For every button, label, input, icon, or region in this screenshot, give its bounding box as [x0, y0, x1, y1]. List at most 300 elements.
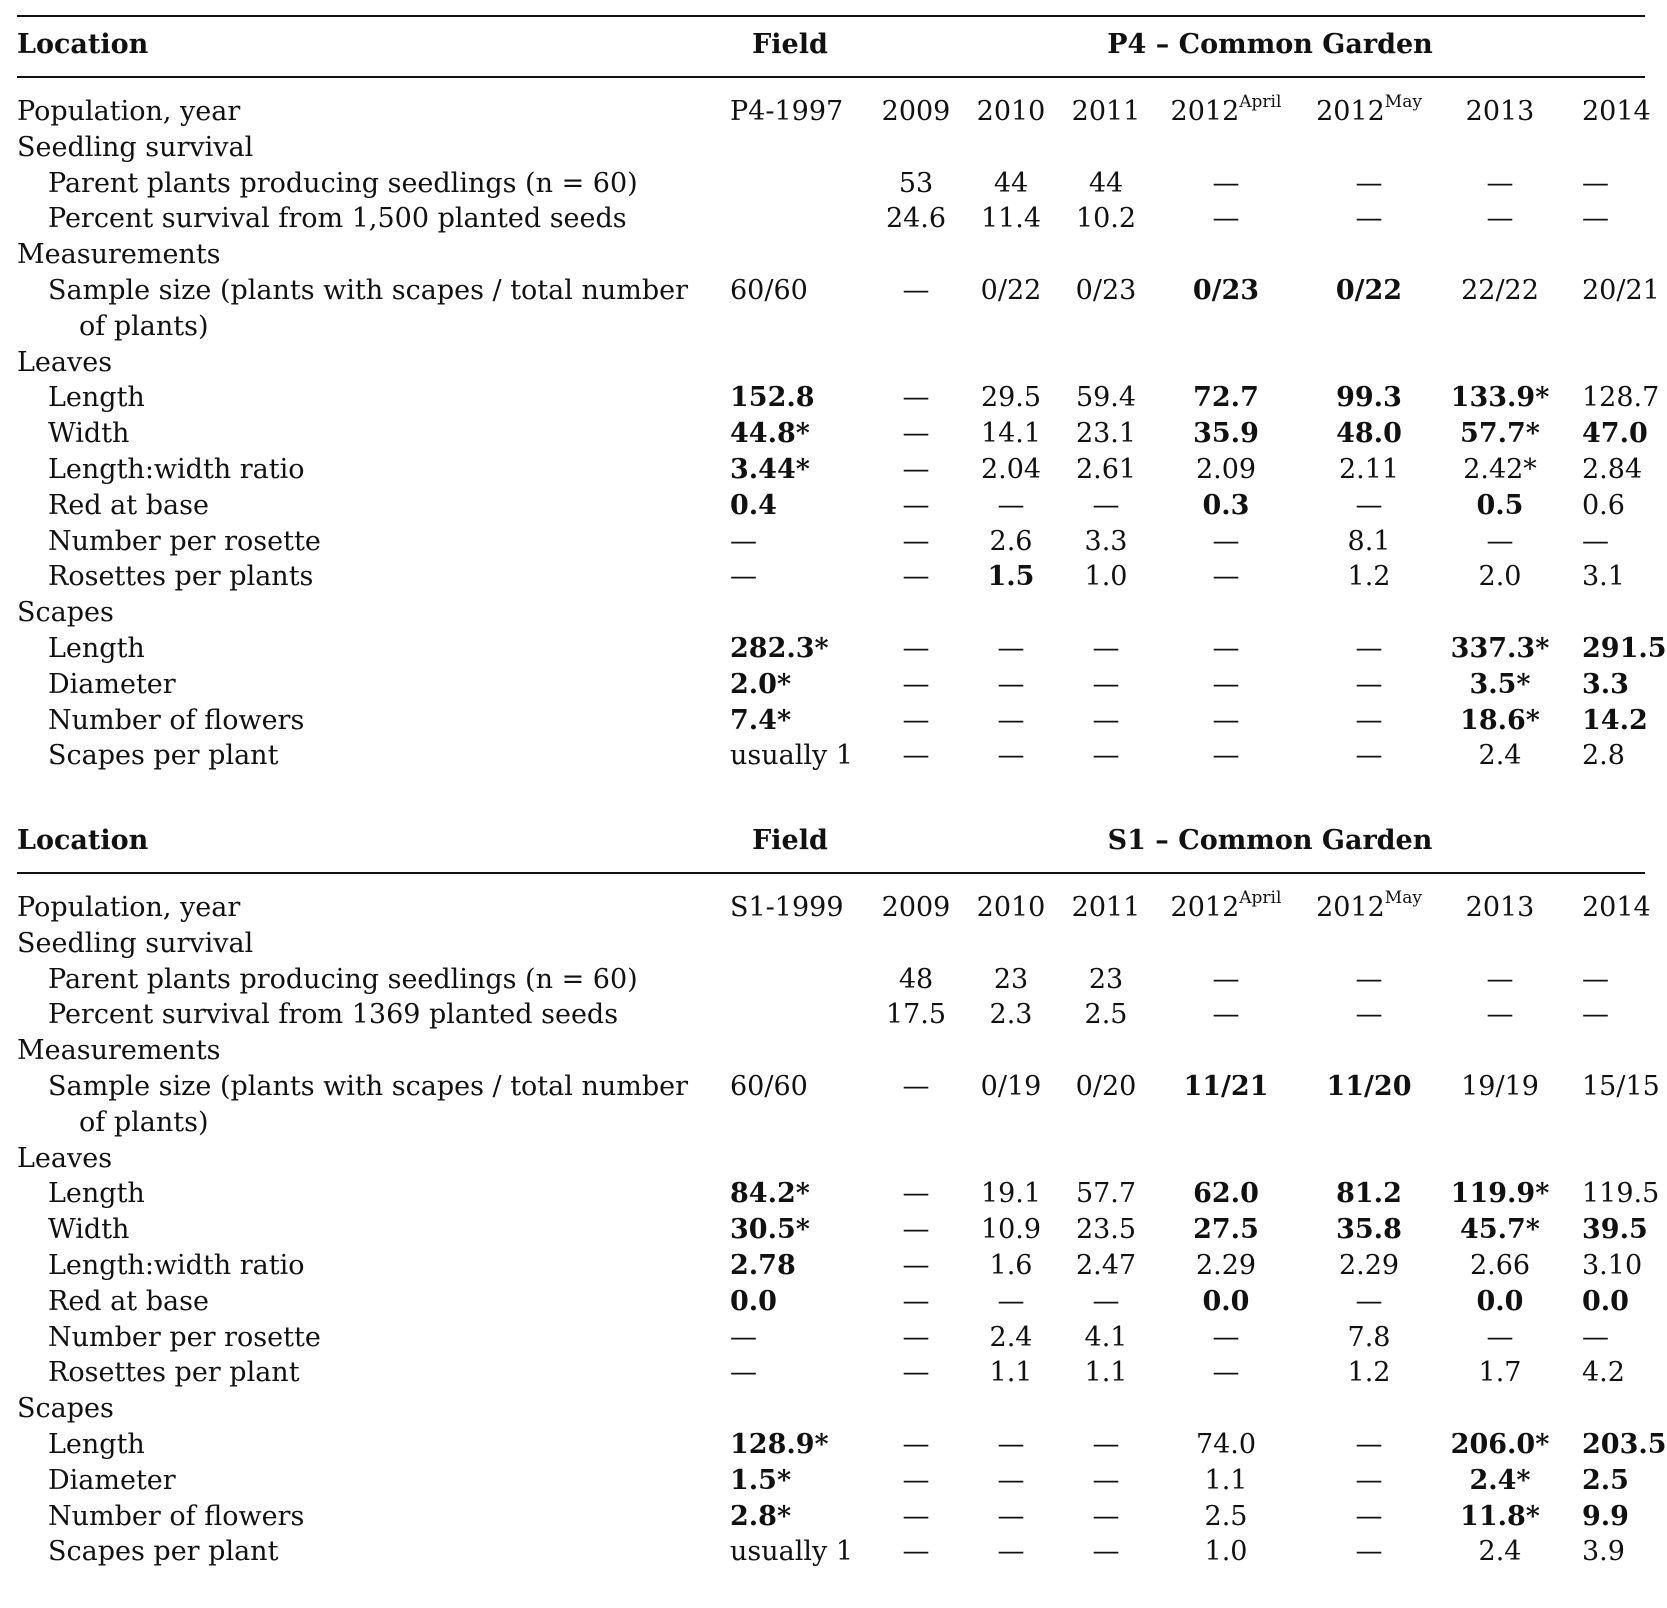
row-label: Seedling survival [17, 927, 254, 959]
cell-2014: 0.0 [1582, 1285, 1629, 1317]
table-row [0, 1104, 1645, 1142]
cell-2012-april [1160, 93, 1292, 131]
cell-2010: — [997, 1536, 1025, 1568]
cell-text: 2013 [1465, 96, 1535, 127]
cell-2014: 2.8 [1582, 740, 1625, 772]
cell-2012-may: — [1355, 1500, 1383, 1532]
cell-text: 2011 [1071, 96, 1141, 127]
row-label: of plants) [79, 1106, 209, 1138]
cell-2012-april: — [1212, 999, 1240, 1031]
row-label: Sample size (plants with scapes / total number [48, 275, 689, 306]
cell-2012-april: 0.0 [1202, 1285, 1250, 1317]
cell-2012-may [1304, 889, 1434, 927]
cell-2011: — [1092, 1464, 1120, 1496]
cell-2011: 10.2 [1075, 203, 1137, 235]
table-row [0, 451, 1645, 489]
cell-2011: — [1092, 668, 1120, 700]
table-row [0, 1247, 1645, 1285]
row-label: Number of flowers [48, 1500, 305, 1532]
cell-2014: — [1582, 525, 1609, 557]
cell-2009: — [902, 418, 930, 450]
cell-2009: — [902, 1429, 930, 1460]
row-label: Population, year [17, 892, 241, 923]
cell-2013 [1440, 889, 1560, 927]
cell-2011: 59.4 [1075, 382, 1137, 414]
cell-2010: 14.1 [980, 418, 1042, 450]
cell-2012-may: — [1355, 1536, 1383, 1568]
row-label: Red at base [48, 1285, 209, 1317]
cell-2013: 57.7* [1460, 418, 1540, 450]
row-label: Length [48, 382, 145, 414]
row-label: Diameter [48, 1464, 176, 1496]
cell-2012-april: 0/23 [1192, 275, 1260, 306]
cell-2010: — [997, 1464, 1025, 1496]
cell-2011: 1.1 [1084, 1357, 1128, 1389]
cell-2012-may: 2.29 [1338, 1250, 1400, 1281]
table-row [0, 594, 1645, 632]
cell-text: 2010 [976, 892, 1046, 923]
cell-2013: 45.7* [1460, 1214, 1540, 1246]
cell-2012-may: 99.3 [1336, 382, 1402, 414]
cell-field: 7.4* [730, 704, 792, 736]
cell-field: usually 1 [730, 740, 854, 772]
cell-2012-may: — [1355, 633, 1383, 664]
cell-2012-april: — [1212, 1357, 1240, 1389]
cell-2012-april: 2.29 [1195, 1250, 1257, 1281]
cell-2009: — [902, 1285, 930, 1317]
cell-2012-may: 11/20 [1326, 1071, 1412, 1102]
row-label: Population, year [17, 96, 241, 127]
row-label: Width [48, 1214, 130, 1246]
header-location: Location [17, 29, 149, 60]
cell-2010: 11.4 [980, 203, 1042, 235]
cell-2011: 2.61 [1075, 454, 1137, 485]
cell-2009: 24.6 [885, 203, 947, 235]
row-label: Leaves [17, 1142, 113, 1174]
cell-2012-may: 1.2 [1347, 1357, 1391, 1389]
row-label: Number per rosette [48, 525, 321, 557]
cell-2012-may: — [1355, 740, 1383, 772]
cell-2011: 23.1 [1075, 418, 1137, 450]
cell-2010: 44 [993, 167, 1029, 199]
cell-field: 128.9* [730, 1429, 829, 1460]
table-row [0, 379, 1660, 417]
cell-field: usually 1 [730, 1536, 854, 1568]
cell-2011: — [1092, 1536, 1120, 1568]
cell-2013 [1440, 93, 1560, 131]
cell-2010: — [997, 704, 1025, 736]
cell-2009: — [902, 454, 930, 485]
cell-text: 2009 [881, 96, 951, 127]
cell-2014: 291.5 [1582, 633, 1667, 664]
row-label: Length:width ratio [48, 454, 305, 485]
table-row [0, 1462, 1645, 1500]
cell-field: 1.5* [730, 1464, 792, 1496]
cell-2013: — [1486, 999, 1514, 1031]
cell-2013: 2.66 [1469, 1250, 1531, 1281]
table-row [0, 1175, 1660, 1213]
section-header [0, 822, 1645, 860]
cell-2010: 19.1 [980, 1178, 1042, 1210]
cell-2013: 2.0 [1478, 561, 1522, 593]
cell-2009: — [902, 740, 930, 772]
cell-2009: — [902, 1464, 930, 1496]
cell-text: 2012 [1316, 892, 1385, 923]
cell-2010: 23 [993, 963, 1029, 995]
cell-2012-may: 35.8 [1336, 1214, 1402, 1246]
cell-2009: — [902, 561, 930, 593]
cell-2014: 2.84 [1582, 454, 1643, 485]
cell-field: 0.4 [730, 489, 777, 521]
cell-2013: 18.6* [1460, 704, 1540, 736]
cell-2014: 3.10 [1582, 1250, 1643, 1281]
row-label: Width [48, 418, 130, 450]
cell-2012-may: — [1355, 668, 1383, 700]
row-label: Scapes [17, 1393, 114, 1425]
cell-2013: 2.4* [1469, 1464, 1531, 1496]
cell-field: 30.5* [730, 1214, 810, 1246]
row-label: Rosettes per plants [48, 561, 314, 593]
cell-field: 0.0 [730, 1285, 777, 1317]
cell-2010: — [997, 1285, 1025, 1317]
table-row [0, 415, 1648, 453]
cell-2012-may: 48.0 [1336, 418, 1402, 450]
header-location: Location [17, 825, 149, 856]
row-label: Parent plants producing seedlings (n = 60) [48, 963, 638, 995]
cell-2013: 2.4 [1478, 740, 1522, 772]
cell-2012-april: — [1212, 963, 1240, 995]
cell-2011: — [1092, 704, 1120, 736]
cell-field: 44.8* [730, 418, 810, 450]
cell-2009: — [902, 525, 930, 557]
cell-text: 2012 [1170, 892, 1240, 923]
cell-2010 [968, 93, 1054, 131]
table-row [0, 308, 1645, 346]
cell-2013: 1.7 [1478, 1357, 1522, 1389]
cell-2010: 0/22 [980, 275, 1042, 306]
row-label: Rosettes per plant [48, 1357, 300, 1389]
cell-2012-may: 0/22 [1335, 275, 1403, 306]
cell-text: S1-1999 [730, 892, 844, 923]
cell-2009: — [902, 668, 930, 700]
cell-2009: — [902, 382, 930, 414]
cell-2012-april: — [1212, 740, 1240, 772]
cell-2012-april: 1.1 [1204, 1464, 1248, 1496]
cell-2010: 2.4 [989, 1321, 1033, 1353]
table-row [0, 487, 1645, 525]
cell-2009: — [902, 1071, 930, 1102]
header-common-garden: P4 – Common Garden [1107, 29, 1433, 60]
cell-2012-april: 74.0 [1195, 1429, 1257, 1460]
cell-2009: 53 [898, 167, 934, 199]
cell-text: P4-1997 [730, 96, 844, 127]
row-label: Percent survival from 1369 planted seeds [48, 999, 619, 1031]
cell-2012-may: — [1355, 1429, 1383, 1460]
cell-2010: 10.9 [980, 1214, 1042, 1246]
cell-2011: — [1092, 633, 1120, 664]
header-rule [17, 76, 1645, 78]
cell-2013: 206.0* [1450, 1429, 1550, 1460]
table-row [0, 666, 1645, 704]
cell-2010: 2.3 [989, 999, 1033, 1031]
table-row [0, 1140, 1645, 1178]
cell-2011: 4.1 [1084, 1321, 1128, 1353]
cell-2011 [1063, 889, 1149, 927]
cell-2013: 119.9* [1450, 1178, 1550, 1210]
table-row [0, 702, 1648, 740]
table-row [0, 236, 1645, 274]
cell-2010: — [997, 740, 1025, 772]
cell-field: 84.2* [730, 1178, 810, 1210]
row-label: Measurements [17, 239, 221, 271]
cell-2009: — [902, 1357, 930, 1389]
cell-2013: — [1486, 963, 1514, 995]
row-label: Measurements [17, 1035, 221, 1067]
population-row [0, 888, 1651, 927]
cell-2012-april: 1.0 [1204, 1536, 1248, 1568]
row-label: Length [48, 633, 145, 664]
cell-field: 2.0* [730, 668, 792, 700]
cell-2012-may: — [1355, 1285, 1383, 1317]
table-row [0, 630, 1667, 668]
cell-2011: 23.5 [1075, 1214, 1137, 1246]
row-label: Length:width ratio [48, 1250, 305, 1281]
cell-2009: — [902, 1500, 930, 1532]
cell-2011: 0/20 [1075, 1071, 1137, 1102]
cell-2011: 2.5 [1084, 999, 1128, 1031]
cell-2009: — [902, 275, 930, 306]
cell-2010: 2.04 [980, 454, 1042, 485]
cell-text: 2010 [976, 96, 1046, 127]
cell-text: 2011 [1071, 892, 1141, 923]
cell-2014: — [1582, 999, 1609, 1031]
cell-2014: 2.5 [1582, 1464, 1629, 1496]
cell-2009: — [902, 1321, 930, 1353]
cell-2013: 0.5 [1476, 489, 1524, 521]
row-label: Diameter [48, 668, 176, 700]
cell-2009: — [902, 1250, 930, 1281]
cell-superscript: April [1239, 92, 1282, 112]
cell-2012-may: 81.2 [1336, 1178, 1402, 1210]
cell-2009: — [902, 1178, 930, 1210]
cell-2011: — [1092, 740, 1120, 772]
cell-2014: 128.7 [1582, 382, 1660, 414]
cell-2012-april: — [1212, 704, 1240, 736]
row-label: Scapes per plant [48, 1536, 279, 1568]
row-label: of plants) [79, 310, 209, 342]
table-row [0, 1426, 1667, 1464]
cell-2012-may: 7.8 [1347, 1321, 1391, 1353]
row-label: Leaves [17, 346, 113, 378]
cell-2012-april: 0.3 [1202, 489, 1250, 521]
cell-text: 2012 [1170, 96, 1240, 127]
cell-2012-may: — [1355, 963, 1383, 995]
cell-2012-april: 62.0 [1193, 1178, 1259, 1210]
table-row [0, 165, 1645, 203]
cell-2009: — [902, 633, 930, 664]
cell-text: 2013 [1465, 892, 1535, 923]
cell-field: 282.3* [730, 633, 829, 664]
cell-text: 2014 [1582, 892, 1651, 923]
row-label: Number per rosette [48, 1321, 321, 1353]
cell-2012-may: — [1355, 1464, 1383, 1496]
cell-2012-april: — [1212, 633, 1240, 664]
cell-2013: — [1486, 1321, 1514, 1353]
cell-2011: — [1092, 1285, 1120, 1317]
table-row [0, 558, 1645, 596]
cell-superscript: May [1384, 888, 1422, 908]
header-common-garden: S1 – Common Garden [1107, 825, 1433, 856]
cell-2012-may: — [1355, 167, 1383, 199]
cell-2010: 1.6 [989, 1250, 1033, 1281]
cell-2013: 3.5* [1469, 668, 1531, 700]
cell-2013: — [1486, 203, 1514, 235]
cell-2012-april: — [1212, 525, 1240, 557]
cell-field [730, 93, 860, 131]
cell-2012-april: — [1212, 561, 1240, 593]
cell-2014: 39.5 [1582, 1214, 1648, 1246]
cell-2011: — [1092, 1500, 1120, 1532]
cell-2012-may: — [1355, 999, 1383, 1031]
cell-field: 2.8* [730, 1500, 792, 1532]
cell-2013: 19/19 [1461, 1071, 1539, 1102]
population-row [0, 92, 1651, 131]
cell-2010: — [997, 668, 1025, 700]
cell-2009: — [902, 1214, 930, 1246]
cell-2014: — [1582, 963, 1609, 995]
row-label: Scapes per plant [48, 740, 279, 772]
table-row [0, 925, 1645, 963]
cell-field: — [730, 1357, 757, 1389]
table-row [0, 344, 1645, 382]
cell-2014: 3.3 [1582, 668, 1629, 700]
section-header [0, 26, 1645, 64]
cell-2014: — [1582, 1321, 1609, 1353]
cell-2013: 0.0 [1476, 1285, 1524, 1317]
table-row [0, 1211, 1648, 1249]
row-label: Parent plants producing seedlings (n = 60) [48, 167, 638, 199]
cell-field: 152.8 [730, 382, 815, 414]
table-row [0, 1390, 1645, 1428]
cell-2012-april: 72.7 [1193, 382, 1259, 414]
cell-2009 [873, 93, 959, 131]
table-row [0, 1319, 1645, 1357]
cell-2014: 15/15 [1582, 1071, 1660, 1102]
cell-field: 60/60 [730, 275, 808, 306]
cell-2013: 22/22 [1461, 275, 1539, 306]
cell-2012-april: 2.09 [1195, 454, 1257, 485]
header-field: Field [752, 825, 828, 856]
cell-2011: 57.7 [1075, 1178, 1137, 1210]
cell-field [730, 889, 860, 927]
row-label: Number of flowers [48, 704, 305, 736]
cell-2009 [873, 889, 959, 927]
table-row [0, 523, 1645, 561]
cell-field: — [730, 1321, 757, 1353]
cell-2010: — [997, 633, 1025, 664]
cell-2010: — [997, 1500, 1025, 1532]
row-label: Length [48, 1429, 145, 1460]
cell-2012-april: 11/21 [1183, 1071, 1269, 1102]
cell-2012-may [1304, 93, 1434, 131]
cell-2014: 3.9 [1582, 1536, 1625, 1568]
row-label: Scapes [17, 597, 114, 629]
cell-2013: 2.4 [1478, 1536, 1522, 1568]
cell-text: 2014 [1582, 96, 1651, 127]
cell-2012-april: — [1212, 1321, 1240, 1353]
cell-2012-april: 35.9 [1193, 418, 1259, 450]
cell-2011: 3.3 [1084, 525, 1128, 557]
cell-2011: 23 [1088, 963, 1124, 995]
row-label: Red at base [48, 489, 209, 521]
cell-field: 2.78 [730, 1250, 796, 1281]
cell-text: 2012 [1316, 96, 1385, 127]
top-rule [17, 15, 1645, 17]
cell-2009: — [902, 704, 930, 736]
cell-2012-may: 1.2 [1347, 561, 1391, 593]
cell-2014: — [1582, 203, 1609, 235]
cell-2012-april: — [1212, 668, 1240, 700]
header-rule [17, 872, 1645, 874]
cell-2011: 1.0 [1084, 561, 1128, 593]
table-row [0, 1354, 1645, 1392]
table-row [0, 1068, 1660, 1106]
cell-2014: 9.9 [1582, 1500, 1629, 1532]
cell-2010: 1.1 [989, 1357, 1033, 1389]
cell-field: — [730, 525, 757, 557]
cell-2013: 337.3* [1450, 633, 1550, 664]
cell-2009: — [902, 489, 930, 521]
table-row [0, 961, 1645, 999]
cell-2012-april: — [1212, 203, 1240, 235]
row-label: Length [48, 1178, 145, 1210]
table-row [0, 1283, 1645, 1321]
cell-2014: 3.1 [1582, 561, 1625, 593]
cell-2011: 0/23 [1075, 275, 1137, 306]
cell-2012-april: 2.5 [1204, 1500, 1248, 1532]
cell-2012-may: — [1355, 489, 1383, 521]
table-row [0, 1498, 1645, 1536]
cell-2012-may: 8.1 [1347, 525, 1391, 557]
header-field: Field [752, 29, 828, 60]
cell-2013: 133.9* [1450, 382, 1550, 414]
row-label: Sample size (plants with scapes / total number [48, 1071, 689, 1102]
cell-2012-may: 2.11 [1338, 454, 1400, 485]
cell-2011: 2.47 [1075, 1250, 1137, 1281]
row-label: Seedling survival [17, 131, 254, 163]
cell-superscript: May [1384, 92, 1422, 112]
cell-2009: 48 [898, 963, 934, 995]
cell-2010: — [997, 489, 1025, 521]
cell-2011 [1063, 93, 1149, 131]
table-row [0, 200, 1645, 238]
cell-2014: 14.2 [1582, 704, 1648, 736]
cell-2009: 17.5 [885, 999, 947, 1031]
table-row [0, 129, 1645, 167]
cell-2014: 203.5 [1582, 1429, 1667, 1460]
cell-superscript: April [1239, 888, 1282, 908]
cell-2014 [1582, 93, 1651, 131]
cell-2011: — [1092, 1429, 1120, 1460]
cell-2010: 2.6 [989, 525, 1033, 557]
cell-2014: 47.0 [1582, 418, 1648, 450]
cell-2012-may: — [1355, 704, 1383, 736]
cell-field: — [730, 561, 757, 593]
cell-2012-may: — [1355, 203, 1383, 235]
cell-2010: 0/19 [980, 1071, 1042, 1102]
cell-2013: 2.42* [1463, 454, 1537, 485]
table-row [0, 272, 1660, 310]
